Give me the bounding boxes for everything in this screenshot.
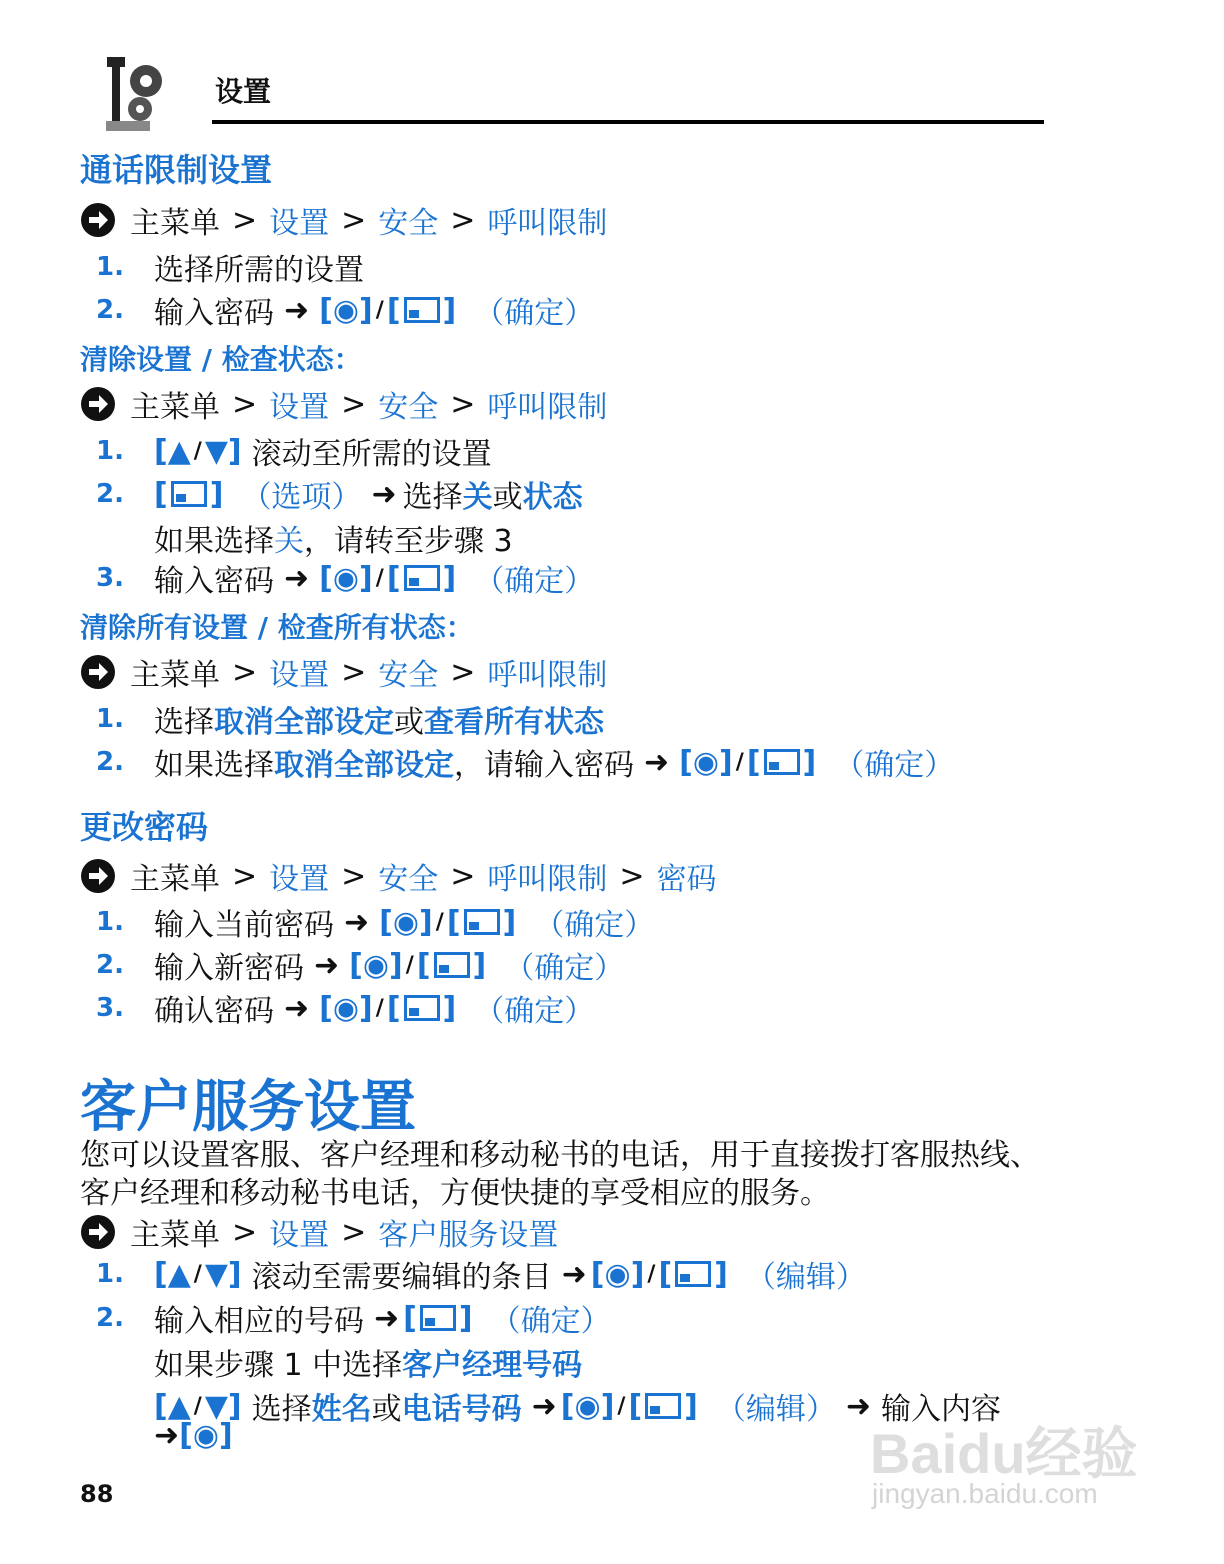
scroll-key: [ ▲ / ▼ ] [154, 1256, 242, 1292]
action-label: （确定） [490, 1304, 611, 1339]
arrow-circle-icon [80, 202, 116, 238]
menu-path [80, 382, 607, 426]
note-highlight: 客户经理号码 [402, 1348, 583, 1383]
menu-path: 主菜单 > 设置 > 安全 > 呼叫限制 [80, 650, 607, 694]
arrow-icon: ➜ [845, 1388, 872, 1424]
watermark-url: jingyan.baidu.com [872, 1478, 1098, 1509]
step-text: 选择所需的设置 [154, 253, 364, 288]
arrow-icon: ➜ [371, 476, 397, 512]
section-title-change-password: 更改密码 [80, 808, 209, 846]
step-number: 2. [96, 479, 124, 509]
arrow-circle-icon [80, 1214, 116, 1250]
select-key: [ ◉ ] [590, 1256, 645, 1292]
option-status: 状态 [522, 480, 583, 515]
step-text: 或 [394, 705, 424, 740]
path-item: 主菜单 [130, 390, 220, 425]
scroll-key: [ ▲ / ▼ ] [154, 1388, 242, 1424]
arrow-icon: ➜ [374, 1300, 400, 1336]
path-item: 主菜单 [130, 1218, 220, 1253]
step-number: 2. [96, 747, 124, 777]
path-item[interactable]: 呼叫限制 [487, 658, 608, 693]
path-separator: > [450, 386, 476, 422]
path-item[interactable]: 设置 [269, 658, 330, 693]
down-arrow-icon: ▼ [204, 1256, 228, 1292]
step-text: 选择 [154, 705, 214, 740]
arrow-icon: ➜ [284, 990, 310, 1026]
arrow-circle-icon [80, 654, 116, 690]
softkey-icon [764, 749, 800, 775]
step-number: 1. [96, 704, 124, 734]
step-text: 滚动至所需的设置 [251, 437, 492, 472]
step-text: 或 [492, 480, 523, 515]
path-item[interactable]: 设置 [269, 206, 330, 241]
arrow-icon: ➜ [284, 560, 310, 596]
step-text: 确认密码 [154, 994, 274, 1029]
select-key-icon: ◉ [692, 744, 720, 780]
subsection-title: 清除设置 / 检查状态： [80, 343, 362, 376]
step-row: 2. 输入新密码 ➜ [ ◉ ] / [ ] （确定） [96, 943, 624, 987]
slash: / [375, 297, 384, 323]
option-off: 关 [462, 480, 493, 515]
step-number: 1. [96, 252, 124, 282]
action-label: （确定） [504, 951, 625, 986]
path-item[interactable]: 设置 [269, 390, 330, 425]
step-row: 1. 输入当前密码 ➜ [ ◉ ] / [ ] （确定） [96, 900, 654, 944]
settings-tools-icon [104, 55, 174, 135]
select-key: [ ◉ ] [349, 947, 403, 983]
select-key-icon: ◉ [604, 1256, 631, 1292]
softkey: [ ] [658, 1256, 728, 1292]
option: 取消全部设定 [274, 748, 454, 783]
arrow-icon: ➜ [154, 1418, 180, 1453]
softkey-icon [464, 909, 500, 935]
softkey-icon [171, 481, 207, 507]
path-item[interactable]: 客户服务设置 [378, 1218, 559, 1253]
path-separator: > [341, 386, 367, 422]
note-text: ，请转至步骤 3 [304, 524, 513, 559]
step-text: 输入密码 [154, 296, 274, 331]
path-item[interactable]: 呼叫限制 [487, 862, 608, 897]
header-divider [212, 120, 1044, 124]
intro-paragraph: 您可以设置客服、客户经理和移动秘书的电话，用于直接拨打客服热线、客户经理和移动秘书电话，方便快捷的享受相应的服务。 [80, 1138, 1040, 1211]
select-key: [ ◉ ] [179, 1418, 233, 1453]
step-text: 输入当前密码 [154, 908, 334, 943]
menu-path [80, 198, 607, 242]
select-key: [ ◉ ] [319, 560, 373, 596]
path-item[interactable]: 安全 [378, 862, 439, 897]
note-highlight: 关 [274, 524, 304, 559]
select-key-icon: ◉ [332, 292, 360, 328]
down-arrow-icon: ▼ [204, 1388, 228, 1424]
step-text: 输入内容 [881, 1392, 1002, 1427]
step-row [96, 697, 604, 741]
path-item[interactable]: 安全 [378, 206, 439, 241]
menu-path: 主菜单 > 设置 > 安全 > 呼叫限制 > 密码 [80, 854, 717, 898]
step-text: 选择 [402, 480, 463, 515]
step-row: 2. 如果选择 取消全部设定 ，请输入密码 ➜ [ ◉ ] / [ ] （确定） [96, 740, 954, 784]
step-row: 1. [ ▲ / ▼ ] 滚动至需要编辑的条目 ➜ [ ◉ ] / [ ] （编辑） [96, 1252, 866, 1296]
select-key-icon: ◉ [362, 947, 390, 983]
softkey-icon [404, 995, 440, 1021]
chapter-title: 客户服务设置 [80, 1075, 416, 1140]
softkey-icon [404, 297, 440, 323]
path-item[interactable]: 呼叫限制 [487, 390, 608, 425]
select-key-icon: ◉ [332, 560, 360, 596]
step-text: 输入新密码 [154, 951, 304, 986]
step-number: 1. [96, 907, 124, 937]
softkey-icon [434, 952, 470, 978]
step-text: 滚动至需要编辑的条目 [251, 1260, 552, 1295]
select-key: [ ◉ ] [560, 1388, 615, 1424]
softkey: [ ] [386, 560, 457, 596]
option: 姓名 [311, 1392, 372, 1427]
path-item: 主菜单 [130, 206, 220, 241]
path-separator: > [232, 202, 258, 238]
step-number: 3. [96, 993, 124, 1023]
softkey: [ ] [416, 947, 487, 983]
down-arrow-icon: ▼ [204, 433, 228, 469]
select-key: [ ◉ ] [679, 744, 733, 780]
subsection-title: 清除所有设置 / 检查所有状态： [80, 611, 474, 644]
step-text: 输入密码 [154, 564, 274, 599]
note-text: 如果选择 [154, 524, 274, 559]
step-text: 输入相应的号码 [154, 1304, 364, 1339]
up-arrow-icon: ▲ [167, 1388, 191, 1424]
step-substep [154, 1418, 233, 1453]
step-substep: [ ▲ / ▼ ] 选择 姓名 或 电话号码 ➜ [ ◉ ] / [ ] （编辑） ➜ 输入内容 [154, 1384, 1001, 1428]
softkey: [ ] [403, 1300, 473, 1336]
arrow-icon: ➜ [531, 1388, 557, 1424]
select-key: [ ◉ ] [319, 292, 373, 328]
step-note [154, 516, 513, 560]
softkey-icon [675, 1261, 711, 1287]
arrow-circle-icon [80, 386, 116, 422]
path-separator: > [450, 202, 476, 238]
step-row [96, 245, 364, 289]
softkey: [ ] [154, 476, 224, 512]
step-number: 2. [96, 1303, 124, 1333]
step-number: 1. [96, 1259, 124, 1289]
step-row: 3. 输入密码 ➜ [ ◉ ] / [ ] （确定） [96, 556, 594, 600]
path-item[interactable]: 呼叫限制 [487, 206, 608, 241]
step-text: ，请输入密码 [454, 748, 634, 783]
note-text: 如果步骤 1 中选择 [154, 1348, 403, 1383]
page-number: 88 [80, 1480, 114, 1508]
action-label: （确定） [834, 748, 955, 783]
select-key: [ ◉ ] [319, 990, 373, 1026]
select-key-icon: ◉ [332, 990, 360, 1026]
softkey-icon [420, 1305, 456, 1331]
softkey-icon [404, 565, 440, 591]
step-text: 如果选择 [154, 748, 274, 783]
softkey-icon [645, 1393, 681, 1419]
arrow-icon: ➜ [314, 947, 340, 983]
path-item[interactable]: 密码 [656, 862, 717, 897]
arrow-icon: ➜ [284, 292, 310, 328]
step-number: 3. [96, 563, 124, 593]
action-label: （确定） [474, 994, 595, 1029]
action-label: （编辑） [715, 1392, 836, 1427]
option: 电话号码 [401, 1392, 522, 1427]
up-arrow-icon: ▲ [167, 1256, 191, 1292]
menu-path: 主菜单 > 设置 > 客户服务设置 [80, 1210, 558, 1254]
path-item[interactable]: 设置 [269, 1218, 330, 1253]
step-number: 2. [96, 295, 124, 325]
action-label: （确定） [534, 908, 655, 943]
arrow-icon: ➜ [644, 744, 670, 780]
step-row [96, 1296, 611, 1340]
arrow-circle-icon [80, 858, 116, 894]
option: 取消全部设定 [214, 705, 394, 740]
arrow-icon: ➜ [344, 904, 370, 940]
select-key-icon: ◉ [192, 1418, 220, 1453]
step-number: 2. [96, 950, 124, 980]
header-title: 设置 [215, 75, 272, 108]
action-label: （编辑） [745, 1260, 866, 1295]
softkey: [ ] [386, 990, 457, 1026]
action-label: （确定） [474, 296, 595, 331]
up-arrow-icon: ▲ [167, 433, 191, 469]
step-text: 或 [371, 1392, 402, 1427]
step-row: 3. 确认密码 ➜ [ ◉ ] / [ ] （确定） [96, 986, 594, 1030]
arrow-icon: ➜ [561, 1256, 587, 1292]
path-separator: > [341, 202, 367, 238]
option: 查看所有状态 [424, 705, 604, 740]
scroll-key: [ ▲ / ▼ ] [154, 433, 242, 469]
softkey: [ ] [746, 744, 817, 780]
step-row [96, 472, 583, 516]
step-row [96, 429, 492, 473]
step-note [154, 1340, 582, 1384]
watermark-logo: Baidu经验 [870, 1422, 1138, 1485]
softkey: [ ] [628, 1388, 698, 1424]
softkey: [ ] [446, 904, 517, 940]
step-number: 1. [96, 436, 124, 466]
select-key-icon: ◉ [392, 904, 420, 940]
path-item: 主菜单 [130, 658, 220, 693]
step-text: 选择 [251, 1392, 312, 1427]
select-key-icon: ◉ [574, 1388, 601, 1424]
step-row [96, 288, 594, 332]
path-item[interactable]: 安全 [378, 390, 439, 425]
path-item: 主菜单 [130, 862, 220, 897]
path-separator: > [232, 386, 258, 422]
section-title-call-barring: 通话限制设置 [80, 151, 273, 189]
path-item[interactable]: 安全 [378, 658, 439, 693]
softkey: [ ] [386, 292, 457, 328]
select-key: [ ◉ ] [379, 904, 433, 940]
action-label: （确定） [474, 564, 595, 599]
action-label: （选项） [241, 480, 362, 515]
path-item[interactable]: 设置 [269, 862, 330, 897]
